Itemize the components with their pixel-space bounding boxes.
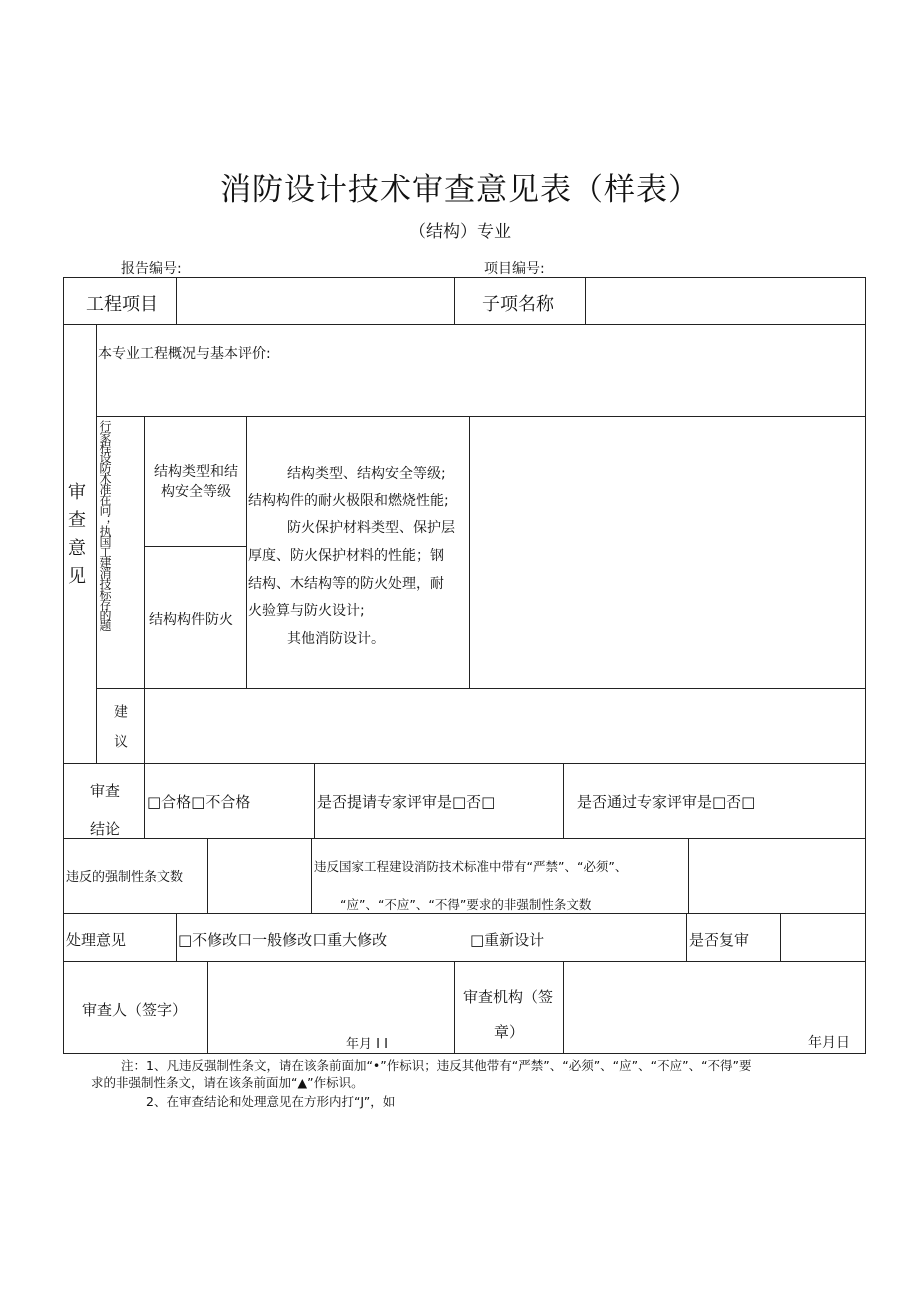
divider bbox=[144, 763, 145, 838]
divider bbox=[454, 961, 455, 1054]
expert-passed-checkbox[interactable]: 是否通过专家评审是□否□ bbox=[577, 793, 756, 811]
conclusion-label-bottom: 结论 bbox=[90, 820, 121, 838]
review-item: 火验算与防火设计; bbox=[248, 603, 365, 619]
standard-issues-label: 行家程设防术准在问；执国工建消技标存的题 bbox=[98, 420, 112, 630]
divider bbox=[144, 546, 246, 547]
review-item: 厚度、防火保护材料的性能；钢 bbox=[248, 548, 444, 564]
nonmandatory-label-line2: “应”、“不应”、“不得”要求的非强制性条文数 bbox=[340, 897, 592, 912]
org-seal-label-1: 审查机构（签 bbox=[463, 988, 554, 1006]
review-item: 结构构件的耐火极限和燃烧性能; bbox=[248, 493, 449, 509]
divider bbox=[63, 324, 866, 325]
project-label: 工程项目 bbox=[86, 294, 158, 315]
category-fire-protection: 结构构件防火 bbox=[149, 612, 233, 628]
review-item: 防火保护材料类型、保护层 bbox=[287, 520, 455, 536]
recheck-label: 是否复审 bbox=[689, 931, 750, 949]
page-subtitle: （结构）专业 bbox=[409, 222, 511, 242]
divider bbox=[314, 763, 315, 838]
reviewer-date: 年月 I I bbox=[346, 1037, 388, 1052]
conclusion-label-top: 审查 bbox=[90, 782, 121, 800]
divider bbox=[311, 838, 312, 913]
org-seal-label-2: 章） bbox=[494, 1023, 525, 1041]
divider bbox=[207, 838, 208, 913]
divider bbox=[563, 961, 564, 1054]
suggestion-label: 建议 bbox=[112, 704, 128, 764]
note-line-2: 求的非强制性条文，请在该条前面加“▲”作标识。 bbox=[91, 1075, 364, 1090]
org-date: 年月日 bbox=[808, 1035, 850, 1051]
review-item: 其他消防设计。 bbox=[287, 631, 385, 647]
divider bbox=[63, 763, 866, 764]
overview-label: 本专业工程概况与基本评价: bbox=[98, 346, 271, 362]
divider bbox=[96, 416, 866, 417]
divider bbox=[144, 416, 145, 763]
divider bbox=[780, 913, 781, 961]
pass-fail-checkbox[interactable]: □合格□不合格 bbox=[147, 793, 251, 811]
handling-options-checkbox[interactable]: □不修改口一般修改口重大修改 bbox=[178, 931, 388, 949]
divider bbox=[563, 763, 564, 838]
divider bbox=[688, 838, 689, 913]
review-opinion-label: 审查意见 bbox=[65, 482, 86, 594]
divider bbox=[585, 277, 586, 324]
divider bbox=[96, 688, 866, 689]
subproject-label: 子项名称 bbox=[482, 294, 554, 315]
divider bbox=[686, 913, 687, 961]
divider bbox=[454, 277, 455, 324]
divider bbox=[207, 961, 208, 1054]
redesign-checkbox[interactable]: □重新设计 bbox=[470, 931, 545, 949]
category-structure-type: 结构类型和结构安全等级 bbox=[154, 464, 238, 500]
note-line-3: 2、在审查结论和处理意见在方形内打“J”，如 bbox=[146, 1094, 396, 1109]
divider bbox=[96, 324, 97, 763]
project-number-label: 项目编号: bbox=[484, 261, 545, 277]
divider bbox=[469, 416, 470, 688]
report-number-label: 报告编号: bbox=[121, 261, 182, 277]
divider bbox=[246, 416, 247, 688]
handling-label: 处理意见 bbox=[66, 931, 127, 949]
divider bbox=[176, 277, 177, 324]
note-line-1: 注：1、凡违反强制性条文，请在该条前面加“•”作标识；违反其他带有“严禁”、“必须”、“应”、“不应”、“不得”要 bbox=[121, 1058, 752, 1073]
reviewer-signature-label: 审查人（签字） bbox=[82, 1001, 188, 1019]
divider bbox=[63, 913, 866, 914]
review-item: 结构类型、结构安全等级; bbox=[287, 466, 446, 482]
divider bbox=[63, 961, 866, 962]
divider bbox=[176, 913, 177, 961]
nonmandatory-label-line1: 违反国家工程建设消防技术标准中带有“严禁”、“必须”、 bbox=[314, 859, 628, 874]
expert-review-checkbox[interactable]: 是否提请专家评审是□否□ bbox=[317, 793, 496, 811]
divider bbox=[63, 838, 866, 839]
page-title: 消防设计技术审查意见表（样表） bbox=[220, 172, 700, 208]
mandatory-violation-label: 违反的强制性条文数 bbox=[66, 870, 184, 885]
review-item: 结构、木结构等的防火处理，耐 bbox=[248, 576, 444, 592]
